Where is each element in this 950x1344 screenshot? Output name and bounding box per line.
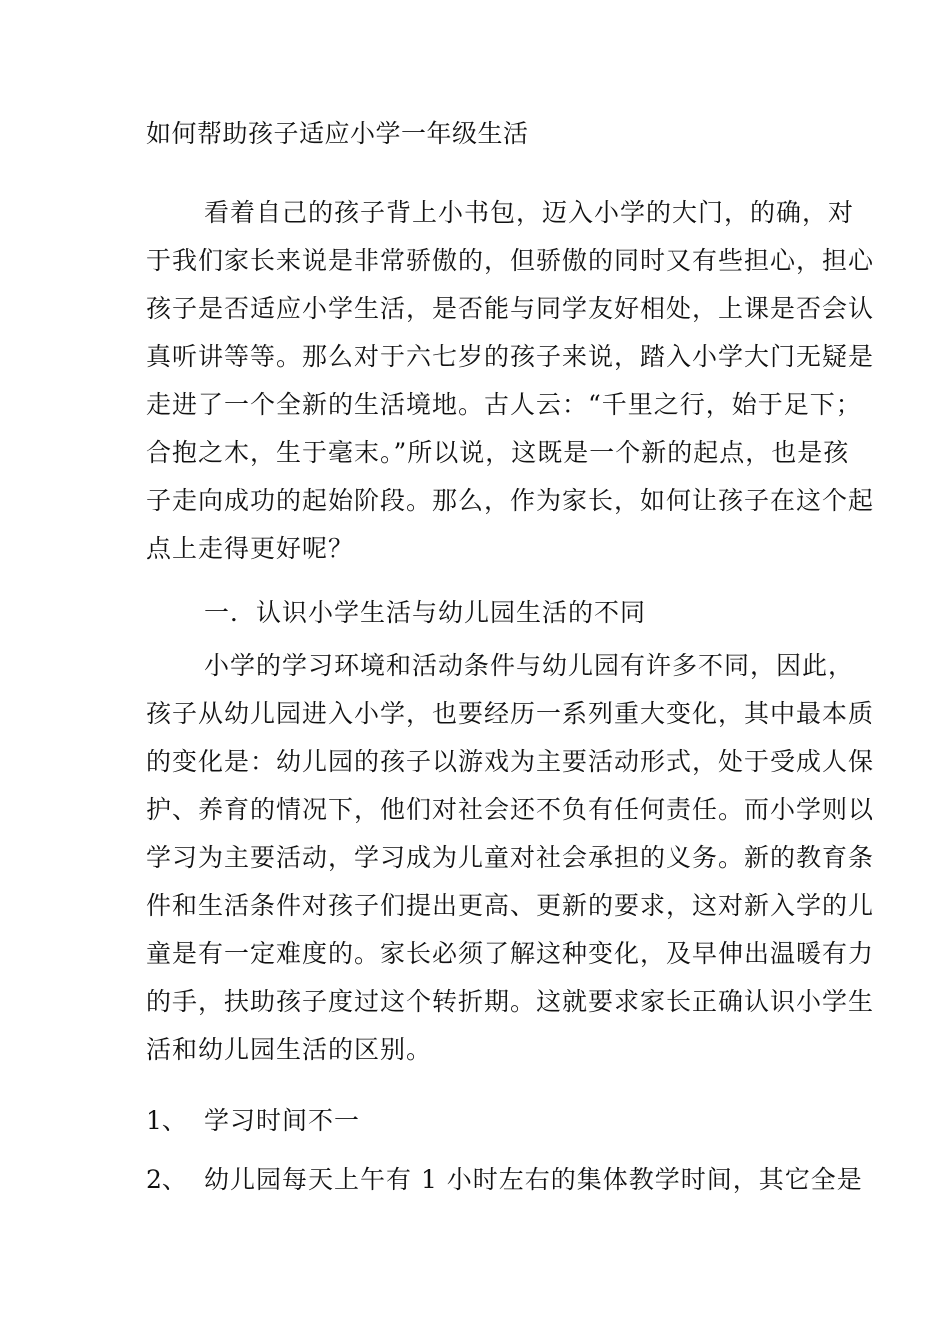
paragraph-line: 的变化是：幼儿园的孩子以游戏为主要活动形式，处于受成人保 [146,747,875,776]
paragraph-line: 点上走得更好呢？ [146,534,355,563]
paragraph-line: 件和生活条件对孩子们提出更高、更新的要求，这对新入学的儿 [146,891,875,920]
paragraph-line: 于我们家长来说是非常骄傲的，但骄傲的同时又有些担心，担心 [146,246,875,275]
list-item-number: 2、 [146,1165,187,1194]
list-item-text: 学习时间不一 [204,1106,361,1135]
section-heading: 一．认识小学生活与幼儿园生活的不同 [204,598,647,627]
paragraph-line: 童是有一定难度的。家长必须了解这种变化，及早伸出温暖有力 [146,939,875,968]
paragraph-line: 看着自己的孩子背上小书包，迈入小学的大门，的确，对 [204,198,855,227]
paragraph-line: 的手，扶助孩子度过这个转折期。这就要求家长正确认识小学生 [146,987,875,1016]
paragraph-line: 孩子是否适应小学生活，是否能与同学友好相处，上课是否会认 [146,294,875,323]
document-title: 如何帮助孩子适应小学一年级生活 [146,119,529,148]
list-item-number: 1、 [146,1106,187,1135]
list-item-text: 幼儿园每天上午有 1 小时左右的集体教学时间，其它全是 [204,1165,863,1194]
paragraph-line: 护、养育的情况下，他们对社会还不负有任何责任。而小学则以 [146,795,875,824]
paragraph-line: 合抱之木，生于毫末。”所以说，这既是一个新的起点，也是孩 [146,438,850,467]
paragraph-line: 子走向成功的起始阶段。那么，作为家长，如何让孩子在这个起 [146,486,875,515]
paragraph-line: 走进了一个全新的生活境地。古人云：“千里之行，始于足下； [146,390,862,419]
paragraph-line: 小学的学习环境和活动条件与幼儿园有许多不同，因此， [204,651,855,680]
paragraph-line: 孩子从幼儿园进入小学，也要经历一系列重大变化，其中最本质 [146,699,875,728]
paragraph-line: 学习为主要活动，学习成为儿童对社会承担的义务。新的教育条 [146,843,875,872]
paragraph-line: 真听讲等等。那么对于六七岁的孩子来说，踏入小学大门无疑是 [146,342,875,371]
paragraph-line: 活和幼儿园生活的区别。 [146,1035,433,1064]
